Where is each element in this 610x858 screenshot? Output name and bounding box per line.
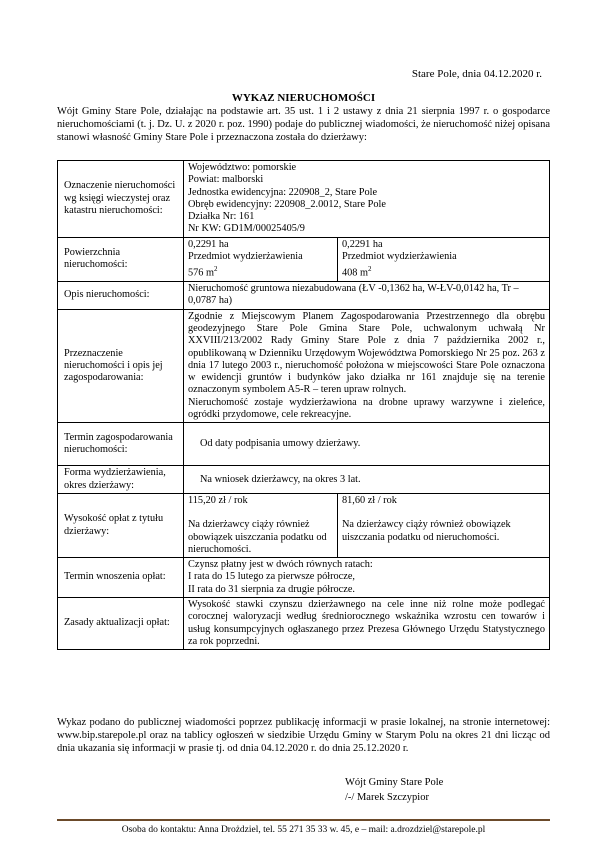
designation-line: Województwo: pomorskie xyxy=(188,162,297,173)
area-right-m2: 408 $m^2$ xyxy=(342,265,372,279)
form-label: Forma wydzierżawienia, okres dzierżawy: xyxy=(58,466,184,494)
area-left xyxy=(184,237,338,281)
fee-right-note: Na dzierżawcy ciąży również obowiązek uiszczania podatku od nieruchomości. xyxy=(342,519,511,543)
purpose-value xyxy=(184,309,550,423)
fee-left xyxy=(184,493,338,557)
row-term xyxy=(58,423,550,466)
fee-right-amount: 81,60 zł / rok xyxy=(342,494,397,506)
area-left-m2: 576 $m^2$ xyxy=(188,265,218,279)
designation-line: Powiat: malborski xyxy=(188,174,264,186)
footer-divider xyxy=(57,819,550,821)
update-value: Wysokość stawki czynszu dzierżawnego na cele inne niż rolne może podlegać corocznej waloryzacji według średniorocznego wskaźnika wzrostu cen towarów i usług konsumpcyjnych ogłaszanego przez Prezesa Głównego Urzędu Statystycznego za rok poprzedni. xyxy=(184,598,550,650)
form-value: Na wniosek dzierżawcy, na okres 3 lat. xyxy=(184,466,550,494)
designation-label: Oznaczenie nieruchomości wg księgi wieczystej oraz katastru nieruchomości: xyxy=(58,161,184,238)
area-left-ha: 0,2291 ha xyxy=(188,238,229,250)
designation-line: Działka Nr: 161 xyxy=(188,211,255,223)
intro-paragraph: Wójt Gminy Stare Pole, działając na podstawie art. 35 ust. 1 i 2 ustawy z dnia 21 sierpnia 1997 r. o gospodarce nieruchomościami (t. j. Dz. U. z 2020 r. poz. 1990) podaje do publicznej wiadomości, że nieruchomość niżej opisana stanowi własność Gminy Stare Pole i przeznaczona została do dzierżawy: xyxy=(57,106,550,143)
designation-value xyxy=(184,161,550,238)
fee-label: Wysokość opłat z tytułu dzierżawy: xyxy=(58,493,184,557)
row-designation xyxy=(58,161,550,238)
designation-line: Nr KW: GD1M/00025405/9 xyxy=(188,223,305,235)
purpose-label: Przeznaczenie nieruchomości i opis jej zagospodarowania: xyxy=(58,309,184,423)
designation-line: Jednostka ewidencyjna: 220908_2, Stare Pole xyxy=(188,186,378,198)
row-purpose xyxy=(58,309,550,423)
payment-label: Termin wnoszenia opłat: xyxy=(58,558,184,598)
contact-line: Osoba do kontaktu: Anna Drożdziel, tel. 55 271 35 33 w. 45, e – mail: a.drozdziel@starepole.pl xyxy=(121,825,486,835)
row-fee xyxy=(58,493,550,557)
publication-paragraph: Wykaz podano do publicznej wiadomości poprzez publikację informacji w prasie lokalnej, na stronie internetowej: www.bip.starepole.pl oraz na tablicy ogłoszeń w siedzibie Urzędu Gminy w Starym Polu na okres 21 dni licząc od dnia ukazania się informacji w prasie tj. od dnia 04.12.2020 r. do dnia 25.12.2020 r. xyxy=(57,717,550,754)
row-description xyxy=(58,282,550,310)
area-left-subject: Przedmiot wydzierżawienia xyxy=(188,251,303,263)
area-label: Powierzchnia nieruchomości: xyxy=(58,237,184,281)
area-right-ha: 0,2291 ha xyxy=(342,238,383,250)
row-form xyxy=(58,466,550,494)
document-date: Stare Pole, dnia 04.12.2020 r. xyxy=(411,68,542,80)
area-right xyxy=(338,237,550,281)
payment-line: Czynsz płatny jest w dwóch równych ratach: xyxy=(188,559,373,571)
purpose-paragraph: Zgodnie z Miejscowym Planem Zagospodarowania Przestrzennego dla obrębu geodezyjnego Stare Pole Gmina Stare Pole, uchwalonym uchwałą Nr XXVIII/213/2002 Rady Gminy Stare Pole z dnia 7 października 2002 r., opublikowaną w Dzienniku Urzędowym Województwa Pomorskiego Nr 25 poz. 263 z dnia 17 lutego 2003 r., nieruchomość położona w miejscowości Stare Pole oznaczona w ewidencji gruntów i budynków jako działka nr 161 znajduje się na terenie oznaczonym symbolem A5-R – teren upraw rolnych. xyxy=(188,310,545,396)
signature-title: Wójt Gminy Stare Pole xyxy=(345,777,444,788)
description-value: Nieruchomość gruntowa niezabudowana (ŁV -0,1362 ha, W-ŁV-0,0142 ha, Tr – 0,0787 ha) xyxy=(184,282,550,310)
payment-value xyxy=(184,558,550,598)
description-label: Opis nieruchomości: xyxy=(58,282,184,310)
payment-line: I rata do 15 lutego za pierwsze półrocze, xyxy=(188,571,355,583)
fee-left-amount: 115,20 zł / rok xyxy=(188,494,248,506)
purpose-paragraph: Nieruchomość zostaje wydzierżawiona na drobne uprawy warzywne i zieleńce, ogródki przydomowe, cele rekreacyjne. xyxy=(188,396,545,421)
row-update xyxy=(58,598,550,650)
term-label: Termin zagospodarowania nieruchomości: xyxy=(58,423,184,466)
row-payment xyxy=(58,558,550,598)
fee-right xyxy=(338,493,550,557)
designation-line: Obręb ewidencyjny: 220908_2.0012, Stare Pole xyxy=(188,198,386,210)
fee-left-note: Na dzierżawcy ciąży również obowiązek uiszczania podatku od nieruchomości. xyxy=(188,519,327,555)
area-right-subject: Przedmiot wydzierżawienia xyxy=(342,251,457,263)
signature-block xyxy=(345,775,443,805)
update-label: Zasady aktualizacji opłat: xyxy=(58,598,184,650)
row-area xyxy=(58,237,550,281)
term-value: Od daty podpisania umowy dzierżawy. xyxy=(184,423,550,466)
document-title: WYKAZ NIERUCHOMOŚCI xyxy=(231,92,376,104)
payment-line: II rata do 31 sierpnia za drugie półrocze. xyxy=(188,583,355,595)
property-table xyxy=(57,160,550,650)
signature-name: /-/ Marek Szczypior xyxy=(345,792,429,803)
